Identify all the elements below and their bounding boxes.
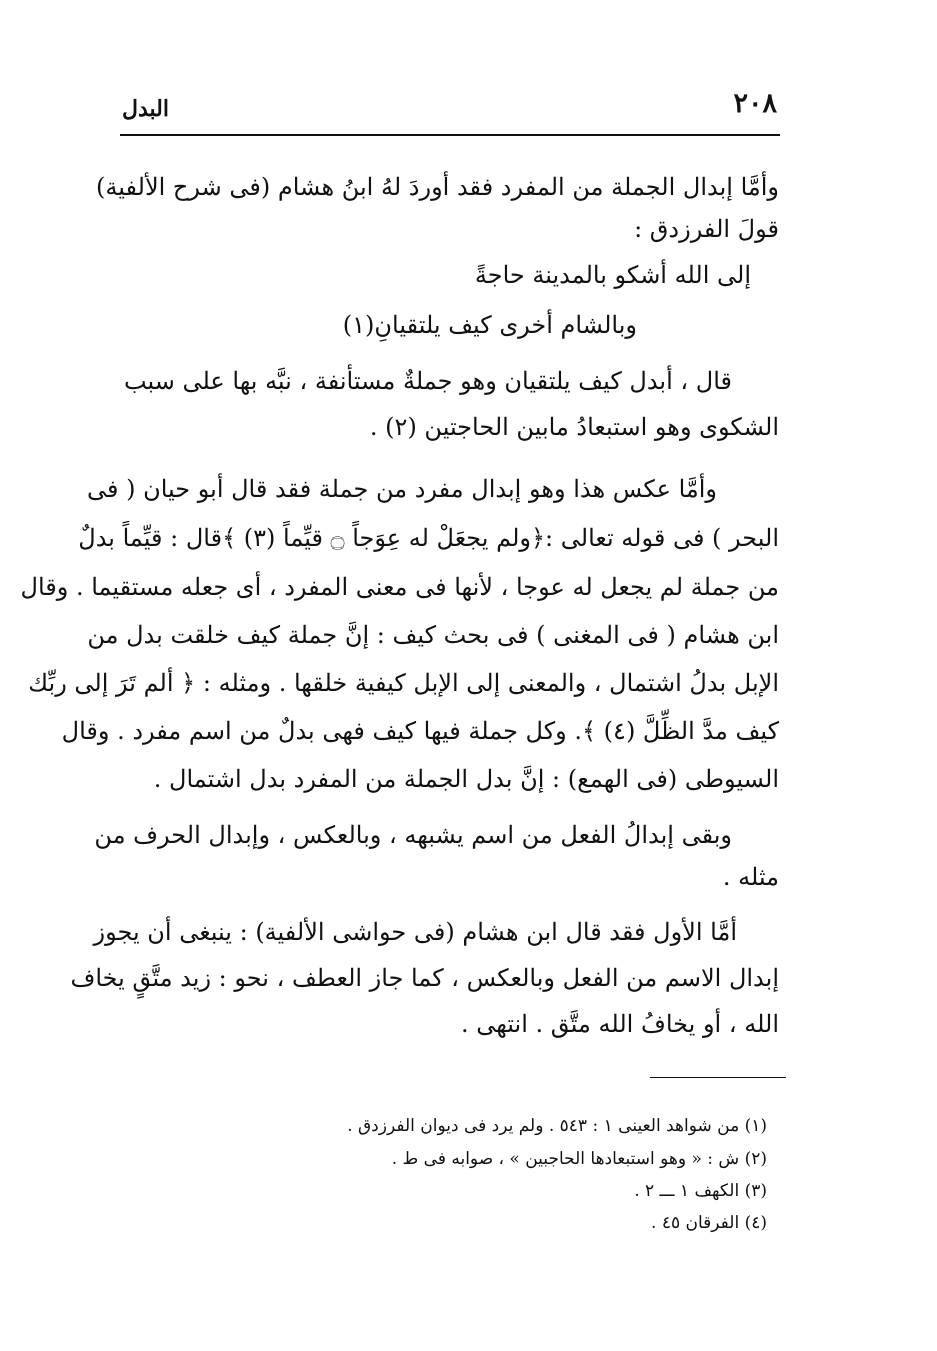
header-divider xyxy=(120,134,780,136)
text-line: أمَّا الأول فقد قال ابن هشام (فى حواشى الألفية) : ينبغى أن يجوز xyxy=(93,918,737,946)
text-line: من جملة لم يجعل له عوجا ، لأنها فى معنى المفرد ، أى جعله مستقيما . وقال xyxy=(20,573,779,601)
text-line: البحر ) فى قوله تعالى :﴿ولم يجعَلْ له عِوَجاً ۝ قيِّماً (٣) ﴾قال : قيِّماً بدلٌ xyxy=(78,524,779,552)
text-line: مثله . xyxy=(722,863,779,891)
text-line: السيوطى (فى الهمع) : إنَّ بدل الجملة من المفرد بدل اشتمال . xyxy=(153,765,779,793)
text-line: قال ، أبدل كيف يلتقيان وهو جملةٌ مستأنفة ، نبَّه بها على سبب xyxy=(123,367,732,395)
page-number: ٢٠٨ xyxy=(733,88,777,119)
footnote: (١) من شواهد العينى ١ : ٥٤٣ . ولم يرد فى ديوان الفرزدق . xyxy=(347,1116,767,1136)
text-line: كيف مدَّ الظِّلَّ (٤) ﴾. وكل جملة فيها كيف فهى بدلٌ من اسم مفرد . وقال xyxy=(61,717,779,745)
text-line: قولَ الفرزدق : xyxy=(634,215,779,243)
footnote: (٣) الكهف ١ ـــ ٢ . xyxy=(634,1181,767,1201)
text-line: إبدال الاسم من الفعل وبالعكس ، كما جاز العطف ، نحو : زيد متَّقٍ يخاف xyxy=(70,964,779,992)
running-title: البدل xyxy=(122,96,169,122)
text-line: ابن هشام ( فى المغنى ) فى بحث كيف : إنَّ جملة كيف خلقت بدل من xyxy=(87,621,779,649)
footnote: (٢) ش : « وهو استبعادها الحاجبين » ، صوابه فى ط . xyxy=(391,1149,767,1169)
footnote: (٤) الفرقان ٤٥ . xyxy=(651,1213,767,1233)
text-line: الشكوى وهو استبعادُ مابين الحاجتين (٢) . xyxy=(369,413,779,441)
text-line: الإبل بدلُ اشتمال ، والمعنى إلى الإبل كيفية خلقها . ومثله : ﴿ ألم تَرَ إلى ربِّك xyxy=(28,669,779,697)
text-line: وبقى إبدالُ الفعل من اسم يشبهه ، وبالعكس ، وإبدال الحرف من xyxy=(94,821,732,849)
text-line: الله ، أو يخافُ الله متَّق . انتهى . xyxy=(460,1010,779,1038)
text-line: وأمَّا عكس هذا وهو إبدال مفرد من جملة فقد قال أبو حيان ( فى xyxy=(87,475,717,503)
footnote-divider xyxy=(650,1077,786,1078)
verse-line: وبالشام أخرى كيف يلتقيانِ(١) xyxy=(342,311,637,339)
verse-line: إلى الله أشكو بالمدينة حاجةً xyxy=(474,261,751,289)
text-line: وأمَّا إبدال الجملة من المفرد فقد أوردَ لهُ ابنُ هشام (فى شرح الألفية) xyxy=(96,173,779,201)
